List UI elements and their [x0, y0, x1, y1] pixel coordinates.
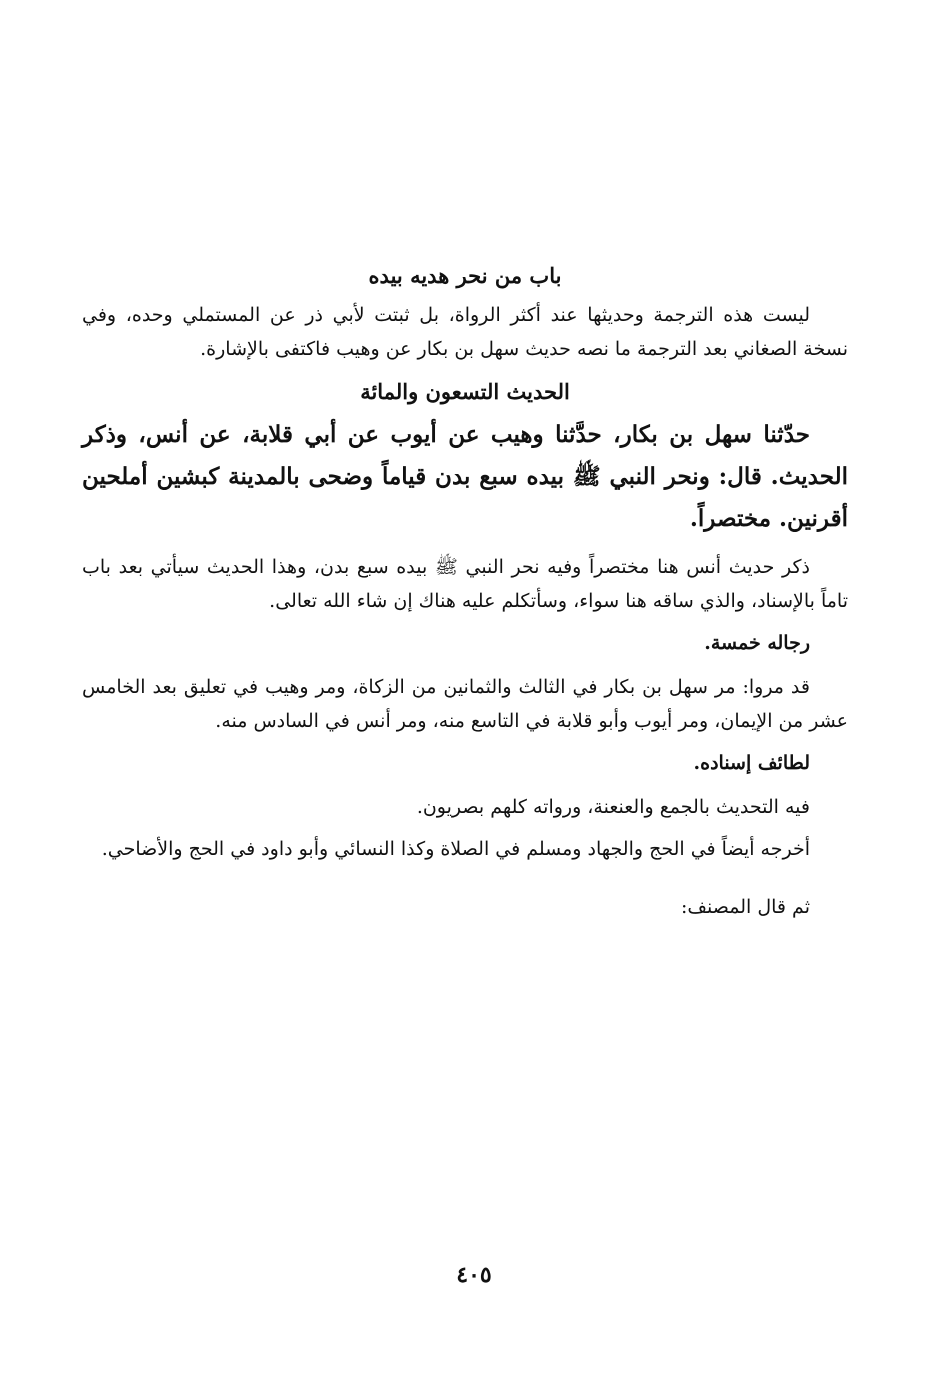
takhrij-paragraph: أخرجه أيضاً في الحج والجهاد ومسلم في الصلاة وكذا النسائي وأبو داود في الحج والأضاحي. [101, 838, 810, 860]
narrators-paragraph: قد مروا: مر سهل بن بكار في الثالث والثمانين من الزكاة، ومر وهيب في تعليق بعد الخامس عشر من الإيمان، ومر أيوب وأبو قلابة في التاسع منه، ومر أنس في السادس منه. [82, 676, 848, 732]
hadith-title: الحديث التسعون والمائة [360, 379, 570, 404]
hadith-text: حدّثنا سهل بن بكار، حدَّثنا وهيب عن أيوب عن أبي قلابة، عن أنس، وذكر الحديث. قال: ونحر النبي ﷺ بيده سبع بدن قياماً وضحى بالمدينة كبشين أملحين أقرنين. مختصراً. [82, 421, 848, 532]
chapter-title: باب من نحر هديه بيده [368, 263, 562, 288]
isnad-paragraph: فيه التحديث بالجمع والعنعنة، ورواته كلهم بصريون. [416, 796, 810, 818]
intro-paragraph: ليست هذه الترجمة وحديثها عند أكثر الرواة، بل ثبتت لأبي ذر عن المستملي وحده، وفي نسخة الصغاني بعد الترجمة ما نصه حديث سهل بن بكار عن وهيب فاكتفى بالإشارة. [82, 304, 848, 360]
isnad-heading: لطائف إسناده. [693, 752, 810, 774]
commentary-paragraph: ذكر حديث أنس هنا مختصراً وفيه نحر النبي ﷺ بيده سبع بدن، وهذا الحديث سيأتي بعد باب تاماً بالإسناد، والذي ساقه هنا سواء، وسأتكلم عليه هناك إن شاء الله تعالى. [82, 556, 848, 612]
page-number: ٤٠٥ [456, 1262, 492, 1288]
page-content [82, 258, 848, 924]
closing-line: ثم قال المصنف: [680, 896, 810, 918]
narrators-heading: رجاله خمسة. [704, 632, 810, 654]
